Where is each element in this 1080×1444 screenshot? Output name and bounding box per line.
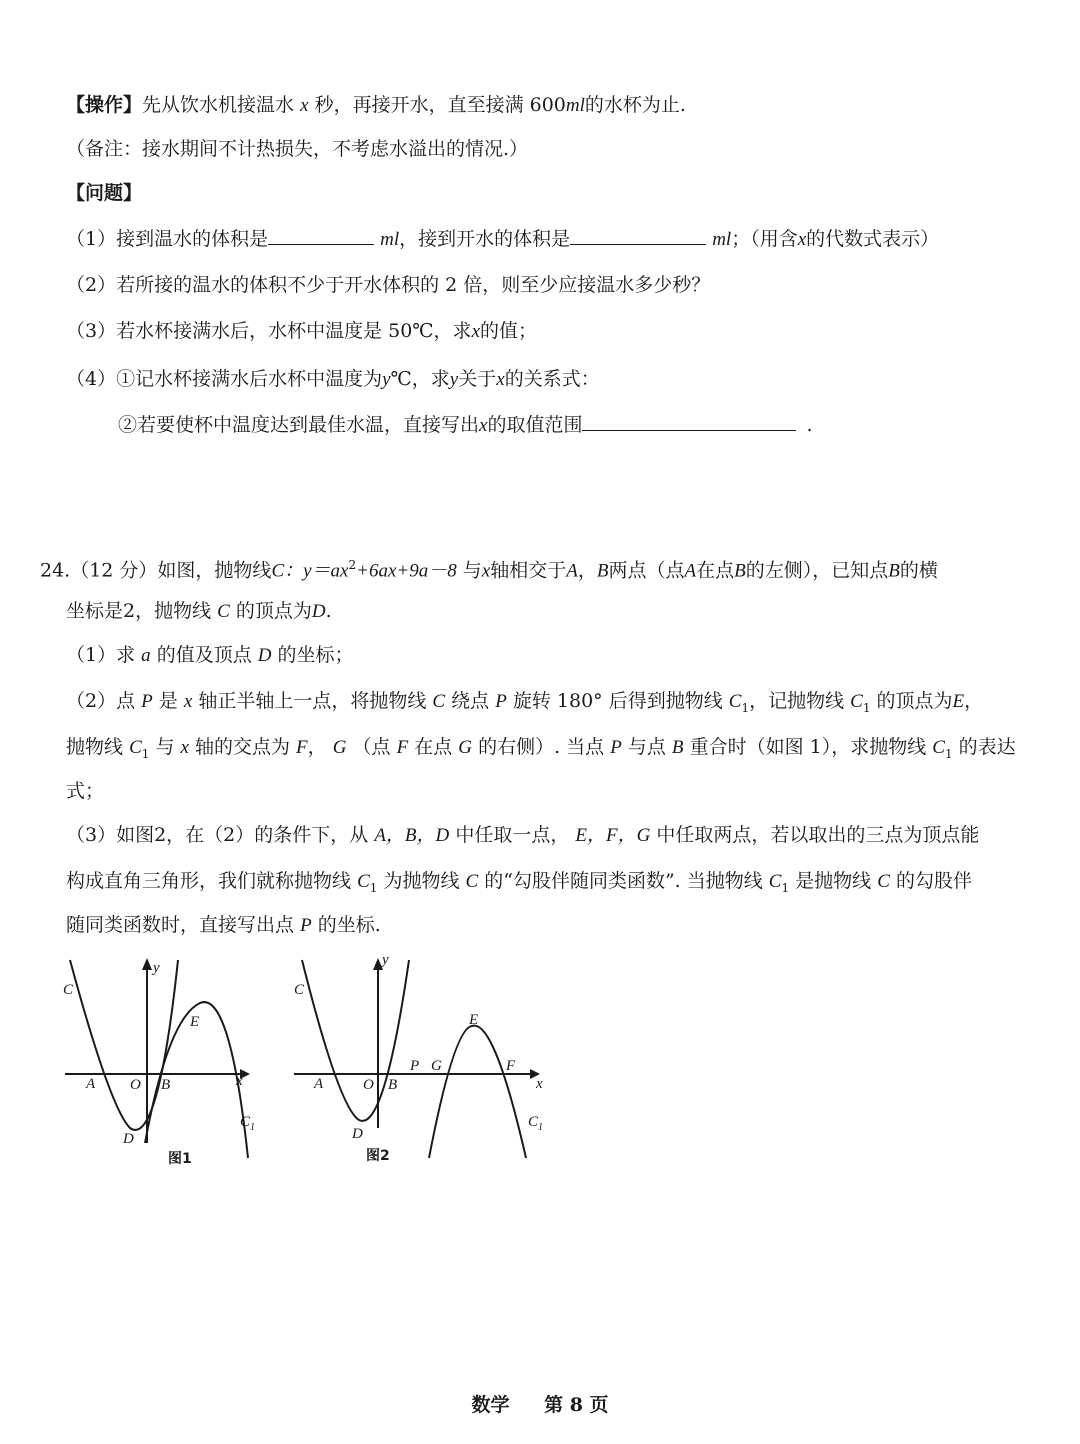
page-footer — [0, 1390, 1080, 1417]
operation-tag: 【操作】 — [66, 94, 143, 116]
fig1-label-C: C — [63, 982, 74, 998]
question-4-part1: （4）①记水杯接满水后水杯中温度为y℃，求y关于x的关系式： — [66, 368, 600, 390]
fig2-label-D: D — [352, 1126, 363, 1142]
fig1-label-E: E — [190, 1014, 200, 1030]
fig1-label-A: A — [86, 1076, 96, 1092]
question-4-part2: ②若要使杯中温度达到最佳水温，直接写出x的取值范围 . — [118, 414, 813, 436]
fig1-label-C1: $C_1$ — [240, 1114, 256, 1133]
fig2-label-B: B — [388, 1077, 398, 1093]
footer-subject: 数学 — [471, 1394, 510, 1416]
question-heading: 【问题】 — [66, 182, 143, 204]
fig2-curve-C — [302, 960, 409, 1121]
fig1-y-arrow — [142, 958, 152, 970]
problem-24-stem: 24.（12 分）如图，抛物线C：$y=ax^2+6ax+9a-8$ 与x轴相交于A，B两点（点A在点B的左侧），已知点B的横 — [40, 558, 938, 582]
question-1: （1）接到温水的体积是 ml，接到开水的体积是 ml；（用含x的代数式表示） — [66, 228, 940, 250]
fig2-label-P: P — [410, 1058, 420, 1074]
answer-blank-warm-volume[interactable] — [268, 226, 374, 245]
question-2: （2）若所接的温水的体积不少于开水体积的 2 倍，则至少应接温水多少秒？ — [66, 274, 711, 296]
fig2-label-O: O — [363, 1077, 374, 1093]
fig2-label-E: E — [469, 1012, 479, 1028]
operation-line: 【操作】先从饮水机接温水 x 秒，再接开水，直至接满 600ml的水杯为止. — [66, 94, 686, 116]
problem-24-q2-line2: 抛物线 $C_1$ 与 x 轴的交点为 F， G （点 F 在点 G 的右侧）. 当点 P 与点 B 重合时（如图 1），求抛物线 $C_1$ 的表达 — [66, 736, 1016, 761]
figure-1 — [50, 948, 280, 1178]
fig2-curve-C1 — [429, 1026, 526, 1158]
problem-24-q1: （1）求 a 的值及顶点 D 的坐标； — [66, 644, 354, 666]
fig2-label-C: C — [294, 982, 305, 998]
answer-blank-x-range[interactable] — [582, 412, 796, 431]
note-line: （备注：接水期间不计热损失，不考虑水溢出的情况.） — [66, 138, 529, 160]
fig1-caption: 图1 — [168, 1151, 192, 1167]
fig2-caption: 图2 — [366, 1148, 390, 1164]
fig1-label-y: y — [153, 960, 160, 976]
problem-24-q2: （2）点 P 是 x 轴正半轴上一点，将抛物线 C 绕点 P 旋转 180° 后得到抛物线 $C_1$，记抛物线 $C_1$ 的顶点为E， — [66, 690, 984, 715]
answer-blank-hot-volume[interactable] — [570, 226, 706, 245]
problem-24-q3: （3）如图2，在（2）的条件下，从 A，B，D 中任取一点， E，F，G 中任取两点，若以取出的三点为顶点能 — [66, 824, 980, 846]
fig1-curve-C — [70, 960, 178, 1130]
problem-24-q3-line2: 构成直角三角形，我们就称抛物线 $C_1$ 为抛物线 C 的“勾股伴随同类函数”. 当抛物线 $C_1$ 是抛物线 C 的勾股伴 — [66, 870, 972, 895]
fig2-label-x: x — [536, 1076, 543, 1092]
capacity-value: 600 — [529, 94, 566, 116]
fig2-label-y: y — [382, 952, 389, 968]
figure-2 — [284, 948, 564, 1178]
fig2-label-A: A — [314, 1076, 324, 1092]
fig1-label-x: x — [236, 1073, 243, 1089]
problem-24-stem-line2: 坐标是2，抛物线 C 的顶点为D. — [66, 600, 332, 622]
fig2-label-G: G — [431, 1058, 442, 1074]
fig2-label-C1: $C_1$ — [528, 1114, 544, 1133]
footer-page-number: 第 8 页 — [544, 1394, 609, 1416]
fig2-label-F: F — [506, 1058, 516, 1074]
problem-24-q3-line3: 随同类函数时，直接写出点 P 的坐标. — [66, 914, 381, 936]
fig1-label-D: D — [123, 1131, 134, 1147]
question-3: （3）若水杯接满水后，水杯中温度是 50℃，求x的值； — [66, 320, 538, 342]
fig1-label-O: O — [130, 1077, 141, 1093]
problem-24-q2-line3: 式； — [66, 780, 105, 802]
fig1-label-B: B — [161, 1077, 171, 1093]
